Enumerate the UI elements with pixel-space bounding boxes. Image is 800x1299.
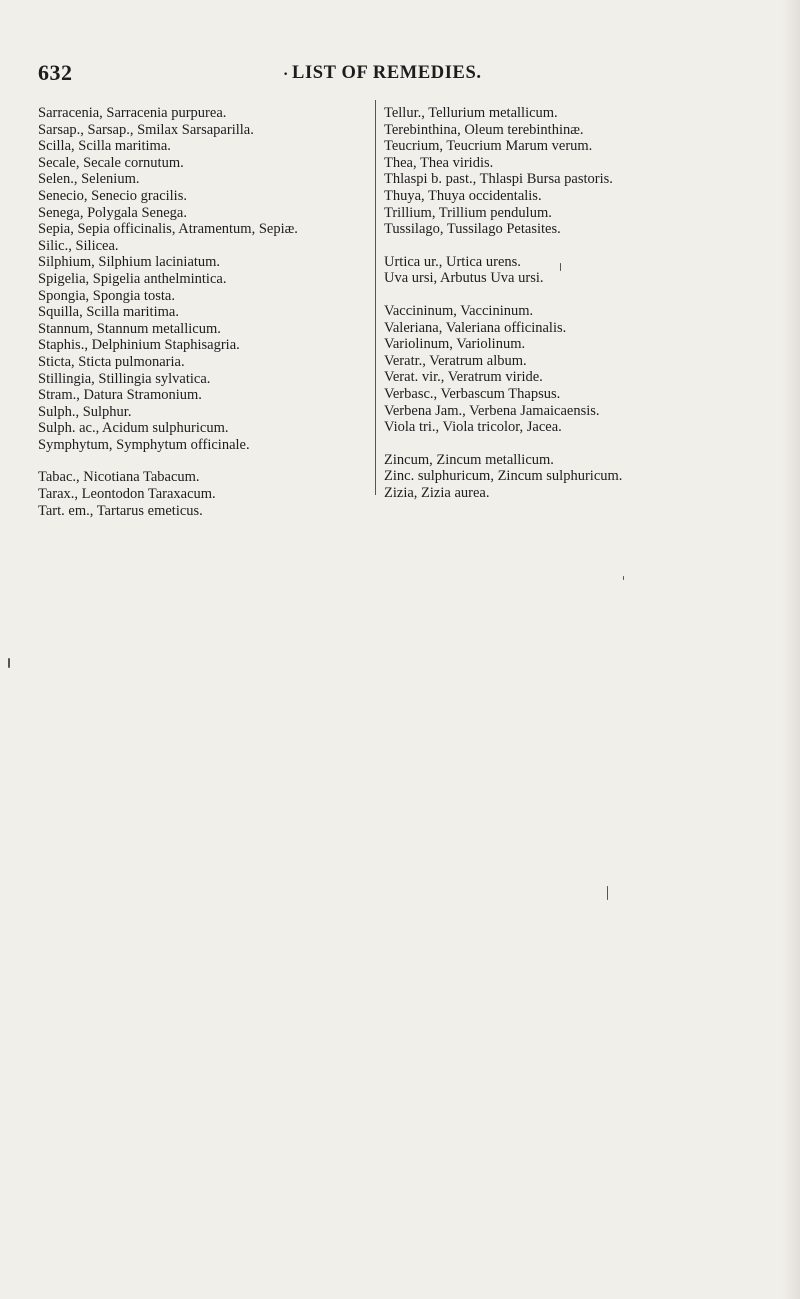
remedy-entry: Sulph. ac., Acidum sulphuricum. xyxy=(38,420,229,437)
remedy-entry: Urtica ur., Urtica urens. xyxy=(384,253,521,270)
remedy-entry: Zinc. sulphuricum, Zincum sulphuricum. xyxy=(384,468,623,485)
remedy-entry: Variolinum, Variolinum. xyxy=(384,336,526,353)
column-divider xyxy=(375,100,376,495)
remedy-entry: Squilla, Scilla maritima. xyxy=(38,304,179,321)
print-speck xyxy=(560,263,561,271)
remedy-entry: Vaccininum, Vaccininum. xyxy=(384,302,534,319)
remedy-entry: Tarax., Leontodon Taraxacum. xyxy=(38,486,216,503)
remedy-entry: Sarsap., Sarsap., Smilax Sarsaparilla. xyxy=(38,121,254,138)
remedy-entry: Zizia, Zizia aurea. xyxy=(384,484,490,501)
remedy-entry: Tabac., Nicotiana Tabacum. xyxy=(38,469,200,486)
remedy-entry: Tellur., Tellurium metallicum. xyxy=(384,105,558,121)
remedy-entry: Veratr., Veratrum album. xyxy=(384,352,527,369)
remedy-entry: Scilla, Scilla maritima. xyxy=(38,138,171,155)
remedy-entry: Tart. em., Tartarus emeticus. xyxy=(38,502,203,519)
running-title: LIST OF REMEDIES. xyxy=(292,63,482,83)
remedy-entry: Senecio, Senecio gracilis. xyxy=(38,187,187,204)
remedy-entry: Verat. vir., Veratrum viride. xyxy=(384,369,543,386)
print-speck xyxy=(8,658,10,668)
remedy-entry: Senega, Polygala Senega. xyxy=(38,204,187,221)
remedy-entry: Sticta, Sticta pulmonaria. xyxy=(38,353,185,370)
print-speck xyxy=(607,886,608,900)
remedy-entry: Teucrium, Teucrium Marum verum. xyxy=(384,138,593,155)
remedy-entry: Zincum, Zincum metallicum. xyxy=(384,451,554,468)
remedy-entry: Stillingia, Stillingia sylvatica. xyxy=(38,370,211,387)
remedy-entry: Symphytum, Symphytum officinale. xyxy=(38,436,250,453)
remedy-entry: Valeriana, Valeriana officinalis. xyxy=(384,319,567,336)
page-number: 632 xyxy=(38,60,73,85)
left-column-remedy-list xyxy=(38,105,298,519)
remedy-entry: Sulph., Sulphur. xyxy=(38,403,132,420)
print-speck xyxy=(623,576,624,580)
remedy-entry: Stram., Datura Stramonium. xyxy=(38,387,202,404)
header-separator: · xyxy=(283,66,289,83)
remedy-entry: Viola tri., Viola tricolor, Jacea. xyxy=(384,419,562,436)
remedy-entry: Stannum, Stannum metallicum. xyxy=(38,320,221,337)
remedy-entry: Terebinthina, Oleum terebinthinæ. xyxy=(384,121,584,138)
remedy-entry: Sarracenia, Sarracenia purpurea. xyxy=(38,105,227,121)
remedy-entry: Verbasc., Verbascum Thapsus. xyxy=(384,385,561,402)
remedy-entry: Secale, Secale cornutum. xyxy=(38,154,184,171)
remedy-entry: Verbena Jam., Verbena Jamaicaensis. xyxy=(384,402,600,419)
remedy-entry: Silphium, Silphium laciniatum. xyxy=(38,254,221,271)
remedy-entry: Uva ursi, Arbutus Uva ursi. xyxy=(384,270,544,287)
page-edge-shadow xyxy=(782,0,800,1299)
remedy-entry: Thuya, Thuya occidentalis. xyxy=(384,187,542,204)
remedy-entry: Silic., Silicea. xyxy=(38,237,119,254)
remedy-entry: Sepia, Sepia officinalis, Atramentum, Sepiæ. xyxy=(38,221,298,238)
remedy-entry: Selen., Selenium. xyxy=(38,171,140,188)
page-header xyxy=(38,60,778,90)
remedy-entry: Staphis., Delphinium Staphisagria. xyxy=(38,337,240,354)
remedy-entry: Thlaspi b. past., Thlaspi Bursa pastoris. xyxy=(384,171,613,188)
remedy-entry: Tussilago, Tussilago Petasites. xyxy=(384,221,561,238)
remedy-entry: Thea, Thea viridis. xyxy=(384,154,494,171)
remedy-entry: Spongia, Spongia tosta. xyxy=(38,287,175,304)
right-column-remedy-list xyxy=(384,105,622,501)
remedy-entry: Spigelia, Spigelia anthelmintica. xyxy=(38,270,227,287)
remedy-entry: Trillium, Trillium pendulum. xyxy=(384,204,552,221)
